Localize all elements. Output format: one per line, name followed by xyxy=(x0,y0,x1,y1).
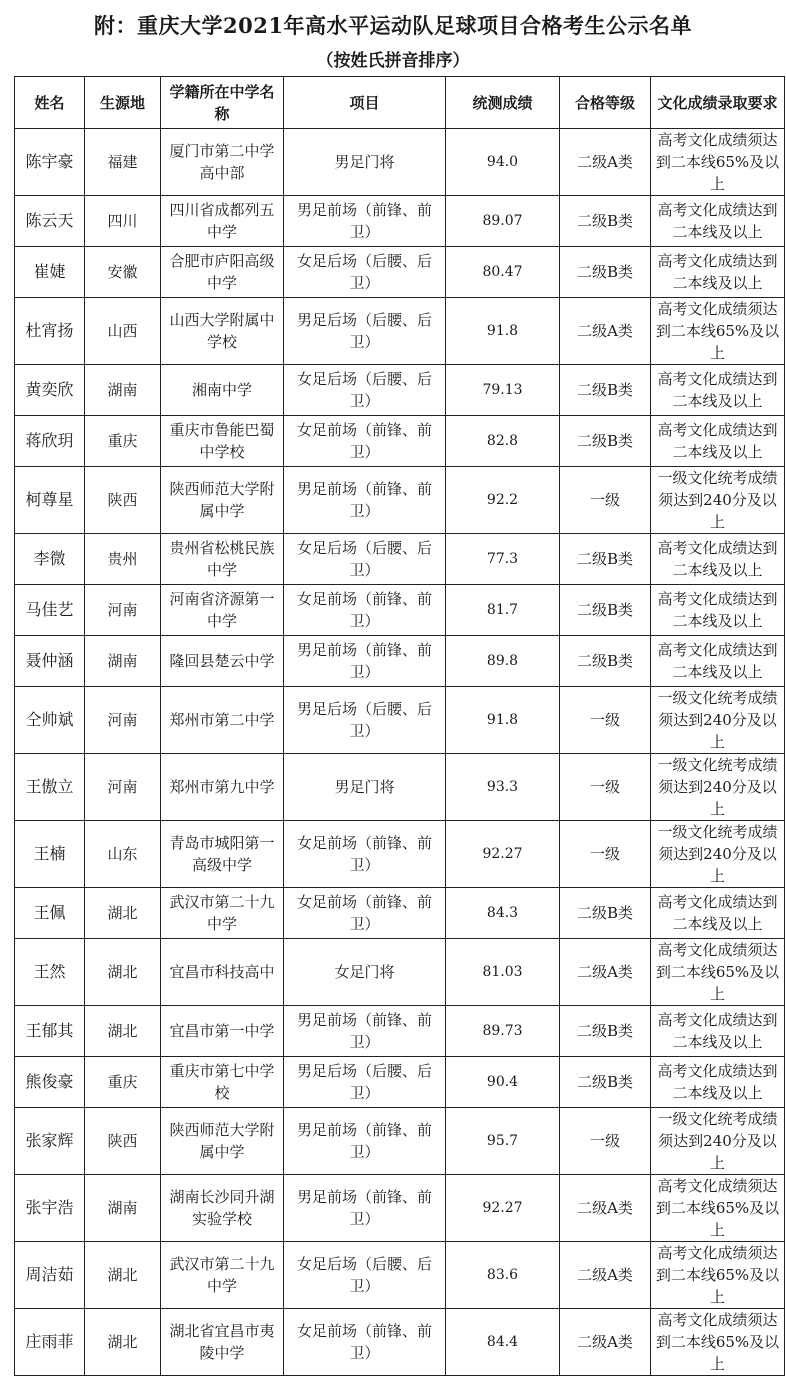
cell-school: 陕西师范大学附属中学 xyxy=(161,1108,284,1175)
cell-event: 女足前场（前锋、前卫） xyxy=(284,821,446,888)
cell-origin: 陕西 xyxy=(85,467,161,534)
cell-event: 男足后场（后腰、后卫） xyxy=(284,298,446,365)
cell-name: 熊俊豪 xyxy=(15,1057,85,1108)
table-row xyxy=(15,1057,785,1108)
table-row xyxy=(15,939,785,1006)
cell-name: 陈云天 xyxy=(15,196,85,247)
cell-event: 男足前场（前锋、前卫） xyxy=(284,1108,446,1175)
cell-origin: 重庆 xyxy=(85,416,161,467)
cell-name: 周洁茹 xyxy=(15,1242,85,1309)
cell-school: 重庆市鲁能巴蜀中学校 xyxy=(161,416,284,467)
cell-school: 郑州市第二中学 xyxy=(161,687,284,754)
cell-requirement: 高考文化成绩达到二本线及以上 xyxy=(651,888,785,939)
cell-name: 张家辉 xyxy=(15,1108,85,1175)
cell-origin: 山东 xyxy=(85,821,161,888)
cell-event: 男足前场（前锋、前卫） xyxy=(284,636,446,687)
cell-name: 仝帅斌 xyxy=(15,687,85,754)
cell-score: 95.7 xyxy=(446,1108,560,1175)
cell-name: 聂仲涵 xyxy=(15,636,85,687)
page-title: 附：重庆大学2021年高水平运动队足球项目合格考生公示名单 xyxy=(94,13,692,38)
cell-requirement: 高考文化成绩达到二本线及以上 xyxy=(651,1057,785,1108)
cell-event: 男足后场（后腰、后卫） xyxy=(284,1057,446,1108)
cell-level: 二级B类 xyxy=(560,1057,651,1108)
cell-school: 宜昌市科技高中 xyxy=(161,939,284,1006)
cell-origin: 山西 xyxy=(85,298,161,365)
page-subtitle: （按姓氏拼音排序） xyxy=(316,51,470,71)
cell-name: 王佩 xyxy=(15,888,85,939)
table-row xyxy=(15,247,785,298)
cell-origin: 贵州 xyxy=(85,534,161,585)
cell-event: 女足前场（前锋、前卫） xyxy=(284,416,446,467)
cell-origin: 湖北 xyxy=(85,939,161,1006)
cell-origin: 福建 xyxy=(85,129,161,196)
table-row xyxy=(15,534,785,585)
cell-requirement: 一级文化统考成绩须达到240分及以上 xyxy=(651,467,785,534)
cell-event: 男足前场（前锋、前卫） xyxy=(284,196,446,247)
cell-origin: 湖南 xyxy=(85,365,161,416)
cell-event: 男足门将 xyxy=(284,129,446,196)
cell-score: 81.03 xyxy=(446,939,560,1006)
cell-level: 二级B类 xyxy=(560,534,651,585)
cell-requirement: 一级文化统考成绩须达到240分及以上 xyxy=(651,1108,785,1175)
cell-level: 一级 xyxy=(560,467,651,534)
table-row xyxy=(15,1309,785,1376)
cell-level: 二级B类 xyxy=(560,1006,651,1057)
cell-requirement: 高考文化成绩须达到二本线65%及以上 xyxy=(651,1175,785,1242)
cell-school: 湖北省宜昌市夷陵中学 xyxy=(161,1309,284,1376)
cell-level: 二级A类 xyxy=(560,1242,651,1309)
table-row xyxy=(15,298,785,365)
cell-origin: 河南 xyxy=(85,687,161,754)
cell-school: 武汉市第二十九中学 xyxy=(161,888,284,939)
cell-level: 二级A类 xyxy=(560,1175,651,1242)
cell-score: 92.2 xyxy=(446,467,560,534)
header-score: 统测成绩 xyxy=(446,77,560,129)
cell-requirement: 高考文化成绩达到二本线及以上 xyxy=(651,636,785,687)
cell-name: 李微 xyxy=(15,534,85,585)
cell-score: 89.07 xyxy=(446,196,560,247)
cell-requirement: 高考文化成绩须达到二本线65%及以上 xyxy=(651,1309,785,1376)
cell-requirement: 一级文化统考成绩须达到240分及以上 xyxy=(651,687,785,754)
cell-level: 二级B类 xyxy=(560,888,651,939)
cell-school: 青岛市城阳第一高级中学 xyxy=(161,821,284,888)
cell-level: 二级A类 xyxy=(560,939,651,1006)
cell-event: 男足前场（前锋、前卫） xyxy=(284,1006,446,1057)
cell-school: 宜昌市第一中学 xyxy=(161,1006,284,1057)
cell-score: 92.27 xyxy=(446,1175,560,1242)
table-body xyxy=(15,129,785,1376)
cell-origin: 湖北 xyxy=(85,1242,161,1309)
cell-score: 80.47 xyxy=(446,247,560,298)
cell-origin: 湖南 xyxy=(85,636,161,687)
cell-score: 82.8 xyxy=(446,416,560,467)
cell-score: 77.3 xyxy=(446,534,560,585)
cell-school: 山西大学附属中学校 xyxy=(161,298,284,365)
cell-origin: 四川 xyxy=(85,196,161,247)
table-row xyxy=(15,821,785,888)
cell-name: 王楠 xyxy=(15,821,85,888)
cell-score: 89.73 xyxy=(446,1006,560,1057)
cell-event: 女足前场（前锋、前卫） xyxy=(284,888,446,939)
cell-score: 94.0 xyxy=(446,129,560,196)
cell-origin: 湖北 xyxy=(85,1309,161,1376)
cell-score: 83.6 xyxy=(446,1242,560,1309)
cell-level: 二级A类 xyxy=(560,1309,651,1376)
cell-level: 一级 xyxy=(560,1108,651,1175)
table-row xyxy=(15,1108,785,1175)
cell-name: 蒋欣玥 xyxy=(15,416,85,467)
header-event: 项目 xyxy=(284,77,446,129)
cell-school: 湖南长沙同升湖实验学校 xyxy=(161,1175,284,1242)
cell-score: 79.13 xyxy=(446,365,560,416)
cell-score: 84.4 xyxy=(446,1309,560,1376)
table-row xyxy=(15,888,785,939)
cell-school: 四川省成都列五中学 xyxy=(161,196,284,247)
cell-name: 王傲立 xyxy=(15,754,85,821)
cell-school: 重庆市第七中学校 xyxy=(161,1057,284,1108)
cell-name: 柯尊星 xyxy=(15,467,85,534)
cell-score: 81.7 xyxy=(446,585,560,636)
table-row xyxy=(15,416,785,467)
cell-event: 女足后场（后腰、后卫） xyxy=(284,247,446,298)
cell-name: 陈宇豪 xyxy=(15,129,85,196)
table-row xyxy=(15,1242,785,1309)
cell-requirement: 高考文化成绩须达到二本线65%及以上 xyxy=(651,298,785,365)
table-row xyxy=(15,585,785,636)
cell-level: 二级B类 xyxy=(560,196,651,247)
header-school: 学籍所在中学名称 xyxy=(161,77,284,129)
cell-score: 91.8 xyxy=(446,298,560,365)
cell-score: 92.27 xyxy=(446,821,560,888)
cell-school: 合肥市庐阳高级中学 xyxy=(161,247,284,298)
cell-requirement: 一级文化统考成绩须达到240分及以上 xyxy=(651,821,785,888)
cell-name: 王然 xyxy=(15,939,85,1006)
cell-origin: 湖南 xyxy=(85,1175,161,1242)
cell-name: 崔婕 xyxy=(15,247,85,298)
cell-name: 王郁其 xyxy=(15,1006,85,1057)
cell-school: 陕西师范大学附属中学 xyxy=(161,467,284,534)
cell-event: 男足前场（前锋、前卫） xyxy=(284,1175,446,1242)
cell-requirement: 高考文化成绩达到二本线及以上 xyxy=(651,365,785,416)
cell-origin: 陕西 xyxy=(85,1108,161,1175)
cell-name: 黄奕欣 xyxy=(15,365,85,416)
cell-event: 男足后场（后腰、后卫） xyxy=(284,687,446,754)
header-requirement: 文化成绩录取要求 xyxy=(651,77,785,129)
cell-event: 女足后场（后腰、后卫） xyxy=(284,1242,446,1309)
header-level: 合格等级 xyxy=(560,77,651,129)
table-row xyxy=(15,687,785,754)
cell-score: 84.3 xyxy=(446,888,560,939)
cell-level: 二级A类 xyxy=(560,129,651,196)
cell-school: 湘南中学 xyxy=(161,365,284,416)
table-row xyxy=(15,1006,785,1057)
cell-score: 89.8 xyxy=(446,636,560,687)
cell-level: 一级 xyxy=(560,754,651,821)
cell-requirement: 一级文化统考成绩须达到240分及以上 xyxy=(651,754,785,821)
cell-school: 武汉市第二十九中学 xyxy=(161,1242,284,1309)
table-row xyxy=(15,129,785,196)
cell-requirement: 高考文化成绩达到二本线及以上 xyxy=(651,247,785,298)
cell-event: 女足门将 xyxy=(284,939,446,1006)
table-row xyxy=(15,196,785,247)
cell-event: 女足前场（前锋、前卫） xyxy=(284,1309,446,1376)
cell-origin: 湖北 xyxy=(85,1006,161,1057)
cell-level: 二级B类 xyxy=(560,247,651,298)
cell-score: 91.8 xyxy=(446,687,560,754)
table-row xyxy=(15,1175,785,1242)
cell-requirement: 高考文化成绩须达到二本线65%及以上 xyxy=(651,939,785,1006)
cell-level: 二级B类 xyxy=(560,365,651,416)
candidate-table xyxy=(14,76,785,1376)
cell-event: 女足前场（前锋、前卫） xyxy=(284,585,446,636)
cell-name: 张宇浩 xyxy=(15,1175,85,1242)
cell-requirement: 高考文化成绩达到二本线及以上 xyxy=(651,585,785,636)
cell-school: 郑州市第九中学 xyxy=(161,754,284,821)
cell-origin: 湖北 xyxy=(85,888,161,939)
cell-requirement: 高考文化成绩达到二本线及以上 xyxy=(651,1006,785,1057)
cell-requirement: 高考文化成绩达到二本线及以上 xyxy=(651,196,785,247)
cell-score: 93.3 xyxy=(446,754,560,821)
cell-event: 男足门将 xyxy=(284,754,446,821)
cell-origin: 安徽 xyxy=(85,247,161,298)
cell-level: 二级B类 xyxy=(560,585,651,636)
cell-level: 一级 xyxy=(560,821,651,888)
cell-origin: 河南 xyxy=(85,754,161,821)
cell-requirement: 高考文化成绩达到二本线及以上 xyxy=(651,534,785,585)
table-row xyxy=(15,467,785,534)
cell-origin: 重庆 xyxy=(85,1057,161,1108)
cell-name: 马佳艺 xyxy=(15,585,85,636)
cell-origin: 河南 xyxy=(85,585,161,636)
cell-event: 女足后场（后腰、后卫） xyxy=(284,534,446,585)
cell-school: 河南省济源第一中学 xyxy=(161,585,284,636)
cell-name: 杜宵扬 xyxy=(15,298,85,365)
cell-event: 男足前场（前锋、前卫） xyxy=(284,467,446,534)
cell-level: 二级B类 xyxy=(560,416,651,467)
header-name: 姓名 xyxy=(15,77,85,129)
cell-requirement: 高考文化成绩须达到二本线65%及以上 xyxy=(651,1242,785,1309)
header-origin: 生源地 xyxy=(85,77,161,129)
table-row xyxy=(15,636,785,687)
cell-level: 二级A类 xyxy=(560,298,651,365)
cell-event: 女足后场（后腰、后卫） xyxy=(284,365,446,416)
table-header-row xyxy=(15,77,785,129)
cell-requirement: 高考文化成绩须达到二本线65%及以上 xyxy=(651,129,785,196)
cell-level: 二级B类 xyxy=(560,636,651,687)
cell-school: 厦门市第二中学高中部 xyxy=(161,129,284,196)
cell-school: 隆回县楚云中学 xyxy=(161,636,284,687)
cell-name: 庄雨菲 xyxy=(15,1309,85,1376)
table-row xyxy=(15,365,785,416)
cell-level: 一级 xyxy=(560,687,651,754)
cell-score: 90.4 xyxy=(446,1057,560,1108)
table-row xyxy=(15,754,785,821)
cell-requirement: 高考文化成绩达到二本线及以上 xyxy=(651,416,785,467)
cell-school: 贵州省松桃民族中学 xyxy=(161,534,284,585)
